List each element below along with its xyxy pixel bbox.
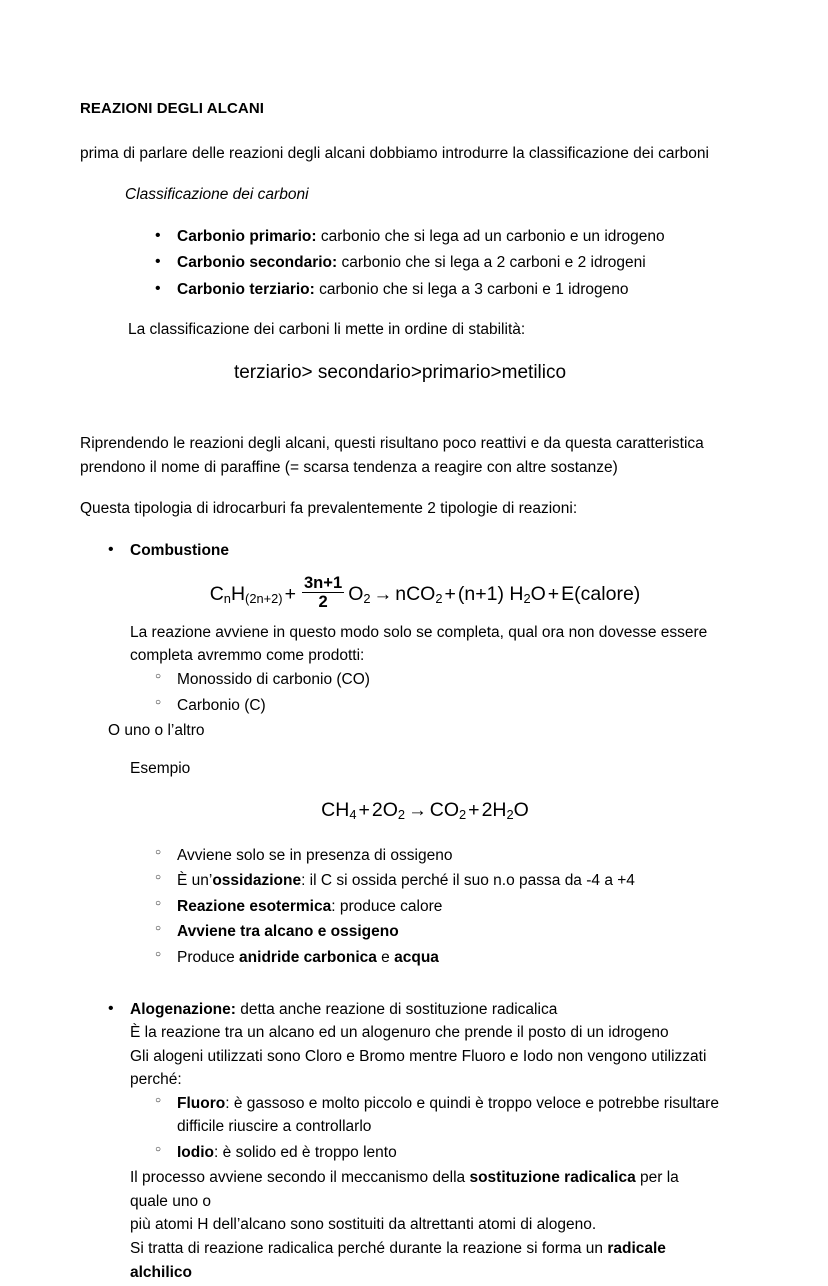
ex-ch4-sub: 4 [349,807,357,823]
mechanism-line1-bold: sostituzione radicalica [469,1169,636,1187]
ex-o2-sub: 2 [397,807,406,823]
prop-1-text: Avviene solo se in presenza di ossigeno [177,846,453,864]
list-item [80,869,720,893]
eq-plus-2: + [444,583,456,606]
ex-co2: CO [429,799,460,822]
carbon-classification-list [80,225,720,302]
prop-2-bold: ossidazione [212,872,302,890]
list-item [80,1141,720,1165]
eq-arrow-icon: → [373,583,393,605]
alogenazione-title-line [130,998,720,1022]
eq-water-o: O [530,583,546,606]
alogenazione-title-rest: detta anche reazione di sostituzione radicalica [235,1000,558,1018]
carbon-primary-term: Carbonio primario: [177,227,317,245]
eq-nco2-sub: 2 [435,590,443,606]
alogenazione-block [80,998,720,1285]
list-item [80,225,720,249]
eq-fraction [302,574,344,611]
alogenazione-line3: Gli alogeni utilizzati sono Cloro e Bromo mentre Fluoro e Iodo non vengono utilizzati [130,1047,707,1065]
carbon-tertiary-term: Carbonio terziario: [177,280,315,298]
alogenazione-line4: perché: [130,1071,182,1089]
alogenazione-line2: È la reazione tra un alcano ed un alogenuro che prende il posto di un idrogeno [130,1024,669,1042]
combustion-equation [130,574,720,611]
mechanism-line1-b: per la quale uno o [130,1169,679,1210]
ex-h2o-o: O [513,799,529,822]
halogens-list [80,1092,720,1165]
page-title: REAZIONI DEGLI ALCANI [80,100,265,117]
eq-water-coeff: (n+1) H [457,583,524,606]
combustion-note-line2: completa avremmo come prodotti: [130,647,365,665]
list-item [80,1092,720,1139]
eq-nco2: nCO [395,583,436,606]
list-item [80,844,720,868]
iodio-text: : è solido ed è troppo lento [214,1143,397,1161]
prop-5-bold: anidride carbonica [239,949,377,967]
ex-h2o-sub: 2 [506,807,514,823]
document-content [80,98,720,1286]
combustione-block [80,539,720,970]
eq-fraction-denominator: 2 [302,592,344,611]
mechanism-line1 [130,1166,720,1213]
example-equation [130,796,720,826]
ex-plus-1: + [358,799,370,822]
list-item [80,278,720,302]
combustione-title: Combustione [130,541,230,559]
carbon-primary-text: carbonio che si lega ad un carbonio e un idrogeno [316,227,665,245]
eq-plus-1: + [284,583,296,606]
iodio-term: Iodio [177,1143,215,1161]
eq-lhs-c: C [209,583,224,606]
ex-ch4: CH [321,799,350,822]
mechanism-line3-bold: radicale alchilico [130,1240,666,1281]
mechanism-line3-a: Si tratta di reazione radicalica perché durante la reazione si forma un [130,1240,608,1258]
carbon-secondary-text: carbonio che si lega a 2 carboni e 2 idrogeni [337,254,646,272]
ex-h2o: 2H [481,799,507,822]
mechanism-line1-a: Il processo avviene secondo il meccanismo della [130,1169,470,1187]
list-item [80,946,720,970]
ex-arrow-icon: → [408,799,427,821]
prop-5-text: e [376,949,395,967]
reaction-types-intro: Questa tipologia di idrocarburi fa prevalentemente 2 tipologie di reazioni: [80,500,578,518]
prop-4-bold: Avviene tra alcano e ossigeno [177,923,399,941]
prop-3-bold: Reazione esotermica [177,897,332,915]
eq-plus-3: + [547,583,560,606]
prop-3-text: : produce calore [331,897,443,915]
mechanism-line2: più atomi H dell’alcano sono sostituiti da altrettanti atomi di alogeno. [130,1216,597,1234]
section-heading-classification: Classificazione dei carboni [125,186,309,204]
prop-2-text: : il C si ossida perché il suo n.o passa da -4 a +4 [301,872,635,890]
eq-oxygen: O [348,583,364,606]
carbon-secondary-term: Carbonio secondario: [177,254,338,272]
eq-lhs-h-sub: (2n+2) [245,590,283,606]
intro-paragraph: prima di parlare delle reazioni degli alcani dobbiamo introdurre la classificazione dei carboni [80,144,709,162]
prop-2-prefix: È un’ [177,872,213,890]
ex-o2: 2O [371,799,398,822]
eq-energy: E(calore) [561,583,641,606]
eq-lhs-c-sub: n [223,590,231,606]
combustion-note-line1: La reazione avviene in questo modo solo se completa, qual ora non dovesse essere [130,623,708,641]
example-label: Esempio [130,759,191,777]
list-item [80,895,720,919]
list-item [80,251,720,275]
prop-5-bold-2: acqua [394,949,439,967]
combustion-properties-list [80,844,720,970]
list-item [80,920,720,944]
incomplete-products-list [80,668,720,717]
ex-plus-2: + [468,799,480,822]
fluoro-text-line2: difficile riuscire a controllarlo [177,1118,372,1136]
fluoro-text: : è gassoso e molto piccolo e quindi è troppo veloce e potrebbe risultare [225,1094,719,1112]
paraffin-paragraph-line2: prendono il nome di paraffine (= scarsa tendenza a reagire con altre sostanze) [80,458,618,476]
alogenazione-title: Alogenazione: [130,1000,236,1018]
ex-co2-sub: 2 [459,807,467,823]
eq-oxygen-sub: 2 [363,590,371,606]
stability-intro: La classificazione dei carboni li mette in ordine di stabilità: [128,320,526,338]
mechanism-line3 [130,1237,720,1284]
carbon-tertiary-text: carbonio che si lega a 3 carboni e 1 idrogeno [314,280,629,298]
list-item: ○ Monossido di carbonio (CO) [80,668,720,692]
stability-order: terziario> secondario>primario>metilico [233,362,567,384]
prop-5-prefix: Produce [177,949,240,967]
paraffin-paragraph-line1: Riprendendo le reazioni degli alcani, questi risultano poco reattivi e da questa caratteristica [80,434,704,452]
list-item: ○ Carbonio (C) [80,694,720,718]
eq-fraction-numerator: 3n+1 [303,573,343,593]
eq-lhs-h: H [230,583,246,606]
fluoro-term: Fluoro [177,1094,226,1112]
eq-water-sub: 2 [523,590,531,606]
either-or-note: O uno o l’altro [108,722,205,740]
